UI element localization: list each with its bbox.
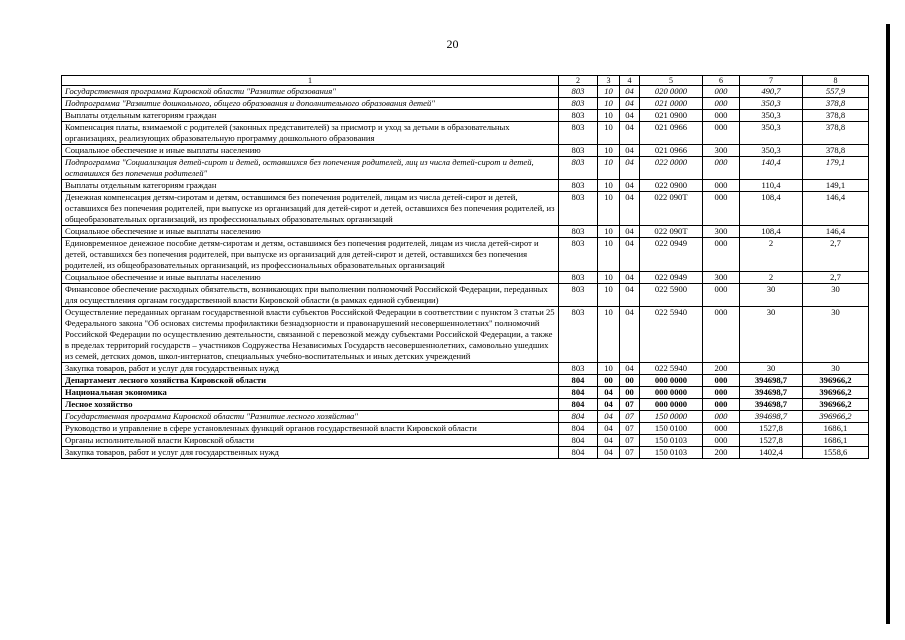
cell-value-2016: 146,4 bbox=[803, 192, 869, 226]
cell-target-article: 022 090Т bbox=[640, 226, 703, 238]
cell-section: 10 bbox=[598, 122, 620, 145]
header-cell-value-2015: 7 bbox=[740, 76, 803, 86]
cell-target-article: 150 0100 bbox=[640, 423, 703, 435]
cell-name: Социальное обеспечение и иные выплаты населению bbox=[62, 145, 559, 157]
header-cell-section: 3 bbox=[598, 76, 620, 86]
cell-subsection: 04 bbox=[620, 86, 640, 98]
cell-expense-type: 000 bbox=[703, 157, 740, 180]
cell-expense-type: 200 bbox=[703, 363, 740, 375]
cell-value-2015: 110,4 bbox=[740, 180, 803, 192]
header-cell-admin-code: 2 bbox=[559, 76, 598, 86]
cell-expense-type: 000 bbox=[703, 122, 740, 145]
cell-subsection: 04 bbox=[620, 272, 640, 284]
cell-subsection: 00 bbox=[620, 387, 640, 399]
cell-value-2015: 1402,4 bbox=[740, 447, 803, 459]
cell-value-2016: 378,8 bbox=[803, 122, 869, 145]
cell-section: 10 bbox=[598, 226, 620, 238]
cell-target-article: 021 0900 bbox=[640, 110, 703, 122]
cell-admin-code: 803 bbox=[559, 98, 598, 110]
cell-target-article: 000 0000 bbox=[640, 375, 703, 387]
cell-admin-code: 803 bbox=[559, 363, 598, 375]
cell-admin-code: 803 bbox=[559, 157, 598, 180]
cell-value-2015: 2 bbox=[740, 272, 803, 284]
cell-value-2016: 2,7 bbox=[803, 272, 869, 284]
cell-expense-type: 000 bbox=[703, 180, 740, 192]
cell-name: Руководство и управление в сфере установленных функций органов государственной власти Кировской области bbox=[62, 423, 559, 435]
cell-value-2015: 1527,8 bbox=[740, 423, 803, 435]
cell-subsection: 04 bbox=[620, 180, 640, 192]
cell-admin-code: 804 bbox=[559, 447, 598, 459]
cell-value-2015: 394698,7 bbox=[740, 411, 803, 423]
cell-expense-type: 000 bbox=[703, 86, 740, 98]
cell-name: Осуществление переданных органам государственной власти субъектов Российской Федерации в соответствии с пунктом 3 статьи 25 Федерального закона "Об основах системы профилактики безнадзорности и правонарушений несовершеннолетних" полномочий Российской Федерации по осуществлению деятельности, связанной с перевозкой между субъектами Российской Федерации, а также в пределах территорий государств – участников Содружества Независимых Государств несовершеннолетних, самовольно ушедших из семей, детских домов, школ-интернатов, специальных учебно-воспитательных и иных детских учреждений bbox=[62, 307, 559, 363]
table-row bbox=[62, 272, 869, 284]
cell-admin-code: 804 bbox=[559, 423, 598, 435]
cell-admin-code: 803 bbox=[559, 307, 598, 363]
cell-section: 04 bbox=[598, 423, 620, 435]
cell-target-article: 022 5900 bbox=[640, 284, 703, 307]
cell-name: Денежная компенсация детям-сиротам и детям, оставшимся без попечения родителей, лицам из числа детей-сирот и детей, оставшихся без попечения родителей, при выпуске из организаций для детей-сирот и детей, оставшихся без попечения родителей, из общеобразовательных организаций, из профессиональных образовательных организаций bbox=[62, 192, 559, 226]
page-number: 20 bbox=[446, 37, 459, 51]
cell-admin-code: 803 bbox=[559, 272, 598, 284]
cell-target-article: 150 0000 bbox=[640, 411, 703, 423]
cell-expense-type: 000 bbox=[703, 238, 740, 272]
cell-value-2015: 394698,7 bbox=[740, 399, 803, 411]
cell-value-2016: 30 bbox=[803, 363, 869, 375]
cell-expense-type: 000 bbox=[703, 387, 740, 399]
cell-section: 10 bbox=[598, 98, 620, 110]
cell-admin-code: 804 bbox=[559, 399, 598, 411]
cell-name: Выплаты отдельным категориям граждан bbox=[62, 180, 559, 192]
cell-expense-type: 000 bbox=[703, 98, 740, 110]
cell-subsection: 04 bbox=[620, 110, 640, 122]
cell-section: 04 bbox=[598, 435, 620, 447]
cell-target-article: 022 0900 bbox=[640, 180, 703, 192]
header-cell-subsection: 4 bbox=[620, 76, 640, 86]
budget-table bbox=[61, 75, 869, 459]
cell-value-2015: 140,4 bbox=[740, 157, 803, 180]
table-row bbox=[62, 284, 869, 307]
cell-value-2015: 350,3 bbox=[740, 110, 803, 122]
cell-value-2016: 378,8 bbox=[803, 110, 869, 122]
cell-section: 10 bbox=[598, 180, 620, 192]
cell-admin-code: 804 bbox=[559, 435, 598, 447]
cell-section: 00 bbox=[598, 375, 620, 387]
cell-section: 10 bbox=[598, 192, 620, 226]
cell-value-2015: 1527,8 bbox=[740, 435, 803, 447]
cell-subsection: 04 bbox=[620, 192, 640, 226]
cell-subsection: 04 bbox=[620, 145, 640, 157]
cell-subsection: 00 bbox=[620, 375, 640, 387]
table-row bbox=[62, 447, 869, 459]
cell-section: 10 bbox=[598, 363, 620, 375]
cell-section: 10 bbox=[598, 307, 620, 363]
cell-target-article: 000 0000 bbox=[640, 387, 703, 399]
cell-expense-type: 000 bbox=[703, 307, 740, 363]
cell-target-article: 022 5940 bbox=[640, 307, 703, 363]
cell-target-article: 000 0000 bbox=[640, 399, 703, 411]
cell-name: Финансовое обеспечение расходных обязательств, возникающих при выполнении полномочий Российской Федерации, переданных для осуществления органам государственной власти Кировской области (в рамках единой субвенции) bbox=[62, 284, 559, 307]
cell-expense-type: 200 bbox=[703, 447, 740, 459]
table-row bbox=[62, 307, 869, 363]
cell-subsection: 04 bbox=[620, 157, 640, 180]
cell-section: 04 bbox=[598, 411, 620, 423]
cell-value-2016: 396966,2 bbox=[803, 375, 869, 387]
cell-admin-code: 804 bbox=[559, 411, 598, 423]
cell-admin-code: 803 bbox=[559, 226, 598, 238]
cell-target-article: 150 0103 bbox=[640, 447, 703, 459]
table-row bbox=[62, 375, 869, 387]
cell-expense-type: 000 bbox=[703, 399, 740, 411]
cell-value-2015: 30 bbox=[740, 363, 803, 375]
table-row bbox=[62, 180, 869, 192]
cell-name: Закупка товаров, работ и услуг для государственных нужд bbox=[62, 363, 559, 375]
cell-admin-code: 803 bbox=[559, 145, 598, 157]
cell-name: Компенсация платы, взимаемой с родителей (законных представителей) за присмотр и уход за детьми в образовательных организациях, реализующих образовательную программу дошкольного образования bbox=[62, 122, 559, 145]
cell-name: Закупка товаров, работ и услуг для государственных нужд bbox=[62, 447, 559, 459]
cell-name: Департамент лесного хозяйства Кировской области bbox=[62, 375, 559, 387]
cell-value-2015: 350,3 bbox=[740, 98, 803, 110]
cell-value-2015: 108,4 bbox=[740, 192, 803, 226]
cell-target-article: 022 0000 bbox=[640, 157, 703, 180]
cell-value-2016: 2,7 bbox=[803, 238, 869, 272]
header-cell-name: 1 bbox=[62, 76, 559, 86]
cell-section: 04 bbox=[598, 399, 620, 411]
cell-section: 10 bbox=[598, 145, 620, 157]
header-row bbox=[62, 76, 869, 86]
page-edge-bar bbox=[886, 24, 890, 624]
cell-subsection: 07 bbox=[620, 435, 640, 447]
cell-value-2016: 179,1 bbox=[803, 157, 869, 180]
cell-value-2016: 1686,1 bbox=[803, 423, 869, 435]
cell-admin-code: 804 bbox=[559, 375, 598, 387]
table-row bbox=[62, 145, 869, 157]
cell-section: 04 bbox=[598, 447, 620, 459]
cell-admin-code: 803 bbox=[559, 110, 598, 122]
cell-value-2016: 1558,6 bbox=[803, 447, 869, 459]
cell-name: Единовременное денежное пособие детям-сиротам и детям, оставшимся без попечения родителей, лицам из числа детей-сирот и детей, оставшихся без попечения родителей, при выпуске из организаций для детей-сирот и детей, оставшихся без попечения родителей, из общеобразовательных организаций, из профессиональных образовательных организаций bbox=[62, 238, 559, 272]
cell-subsection: 07 bbox=[620, 411, 640, 423]
table-row bbox=[62, 387, 869, 399]
cell-expense-type: 000 bbox=[703, 423, 740, 435]
cell-target-article: 150 0103 bbox=[640, 435, 703, 447]
cell-target-article: 022 0949 bbox=[640, 272, 703, 284]
cell-value-2016: 30 bbox=[803, 284, 869, 307]
table-row bbox=[62, 98, 869, 110]
cell-value-2015: 30 bbox=[740, 284, 803, 307]
cell-subsection: 04 bbox=[620, 122, 640, 145]
cell-admin-code: 803 bbox=[559, 192, 598, 226]
header-cell-expense-type: 6 bbox=[703, 76, 740, 86]
cell-name: Национальная экономика bbox=[62, 387, 559, 399]
cell-admin-code: 803 bbox=[559, 86, 598, 98]
cell-value-2015: 30 bbox=[740, 307, 803, 363]
table-row bbox=[62, 423, 869, 435]
cell-name: Подпрограмма "Развитие дошкольного, общего образования и дополнительного образования детей" bbox=[62, 98, 559, 110]
table-row bbox=[62, 157, 869, 180]
cell-name: Государственная программа Кировской области "Развитие лесного хозяйства" bbox=[62, 411, 559, 423]
table-row bbox=[62, 363, 869, 375]
cell-value-2015: 490,7 bbox=[740, 86, 803, 98]
cell-subsection: 07 bbox=[620, 423, 640, 435]
cell-subsection: 07 bbox=[620, 447, 640, 459]
cell-expense-type: 000 bbox=[703, 110, 740, 122]
table-row bbox=[62, 435, 869, 447]
table-row bbox=[62, 110, 869, 122]
cell-target-article: 021 0000 bbox=[640, 98, 703, 110]
cell-name: Органы исполнительной власти Кировской области bbox=[62, 435, 559, 447]
cell-name: Государственная программа Кировской области "Развитие образования" bbox=[62, 86, 559, 98]
cell-section: 10 bbox=[598, 284, 620, 307]
cell-value-2016: 378,8 bbox=[803, 98, 869, 110]
table-row bbox=[62, 399, 869, 411]
cell-value-2015: 108,4 bbox=[740, 226, 803, 238]
cell-target-article: 021 0966 bbox=[640, 145, 703, 157]
cell-value-2015: 350,3 bbox=[740, 145, 803, 157]
table-row bbox=[62, 411, 869, 423]
cell-subsection: 07 bbox=[620, 399, 640, 411]
cell-expense-type: 300 bbox=[703, 145, 740, 157]
cell-subsection: 04 bbox=[620, 363, 640, 375]
cell-name: Выплаты отдельным категориям граждан bbox=[62, 110, 559, 122]
cell-value-2016: 557,9 bbox=[803, 86, 869, 98]
cell-admin-code: 803 bbox=[559, 122, 598, 145]
cell-value-2016: 378,8 bbox=[803, 145, 869, 157]
header-cell-value-2016: 8 bbox=[803, 76, 869, 86]
cell-section: 10 bbox=[598, 86, 620, 98]
cell-value-2016: 1686,1 bbox=[803, 435, 869, 447]
cell-admin-code: 803 bbox=[559, 238, 598, 272]
cell-name: Подпрограмма "Социализация детей-сирот и детей, оставшихся без попечения родителей, лиц из числа детей-сирот и детей, оставшихся без попечения родителей" bbox=[62, 157, 559, 180]
cell-admin-code: 803 bbox=[559, 180, 598, 192]
table-row bbox=[62, 192, 869, 226]
cell-value-2015: 394698,7 bbox=[740, 375, 803, 387]
cell-value-2016: 396966,2 bbox=[803, 387, 869, 399]
header-cell-target-article: 5 bbox=[640, 76, 703, 86]
cell-subsection: 04 bbox=[620, 226, 640, 238]
cell-section: 10 bbox=[598, 110, 620, 122]
cell-expense-type: 000 bbox=[703, 192, 740, 226]
cell-section: 10 bbox=[598, 272, 620, 284]
cell-value-2016: 146,4 bbox=[803, 226, 869, 238]
cell-expense-type: 000 bbox=[703, 411, 740, 423]
cell-target-article: 022 090Т bbox=[640, 192, 703, 226]
cell-value-2016: 396966,2 bbox=[803, 411, 869, 423]
cell-name: Лесное хозяйство bbox=[62, 399, 559, 411]
table-row bbox=[62, 226, 869, 238]
table-row bbox=[62, 86, 869, 98]
cell-value-2015: 350,3 bbox=[740, 122, 803, 145]
cell-target-article: 022 0949 bbox=[640, 238, 703, 272]
table-row bbox=[62, 122, 869, 145]
cell-section: 10 bbox=[598, 238, 620, 272]
cell-expense-type: 000 bbox=[703, 284, 740, 307]
cell-section: 04 bbox=[598, 387, 620, 399]
cell-admin-code: 804 bbox=[559, 387, 598, 399]
cell-expense-type: 000 bbox=[703, 435, 740, 447]
cell-admin-code: 803 bbox=[559, 284, 598, 307]
cell-value-2015: 2 bbox=[740, 238, 803, 272]
cell-section: 10 bbox=[598, 157, 620, 180]
cell-target-article: 022 5940 bbox=[640, 363, 703, 375]
cell-expense-type: 300 bbox=[703, 226, 740, 238]
cell-value-2016: 149,1 bbox=[803, 180, 869, 192]
cell-target-article: 021 0966 bbox=[640, 122, 703, 145]
cell-value-2015: 394698,7 bbox=[740, 387, 803, 399]
cell-name: Социальное обеспечение и иные выплаты населению bbox=[62, 226, 559, 238]
cell-value-2016: 396966,2 bbox=[803, 399, 869, 411]
cell-expense-type: 000 bbox=[703, 375, 740, 387]
cell-target-article: 020 0000 bbox=[640, 86, 703, 98]
cell-name: Социальное обеспечение и иные выплаты населению bbox=[62, 272, 559, 284]
cell-subsection: 04 bbox=[620, 98, 640, 110]
cell-subsection: 04 bbox=[620, 307, 640, 363]
cell-subsection: 04 bbox=[620, 284, 640, 307]
cell-subsection: 04 bbox=[620, 238, 640, 272]
cell-expense-type: 300 bbox=[703, 272, 740, 284]
table-row bbox=[62, 238, 869, 272]
cell-value-2016: 30 bbox=[803, 307, 869, 363]
